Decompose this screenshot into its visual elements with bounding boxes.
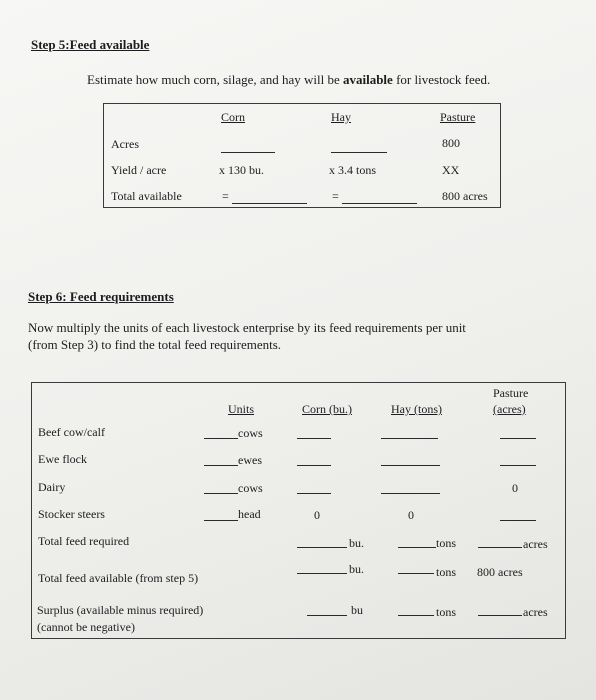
step5-intro: Estimate how much corn, silage, and hay will be available for livestock feed. [87, 72, 491, 87]
step5-label-yield: Yield / acre [111, 163, 167, 177]
surplus-hay-blank[interactable] [398, 615, 434, 616]
step6-row-unit: head [238, 507, 261, 521]
total-available-label: Total feed available (from step 5) [38, 571, 199, 585]
surplus-pasture-unit: acres [523, 605, 548, 619]
step5-hay-total-eq: = [332, 189, 339, 203]
step5-heading: Step 5:Feed available [31, 37, 150, 52]
surplus-pasture-blank[interactable] [478, 615, 522, 616]
step6-units-blank[interactable] [204, 438, 238, 439]
step5-label-acres: Acres [111, 137, 139, 151]
step5-hay-acres-blank[interactable] [331, 152, 387, 153]
step6-corn-value: 0 [314, 508, 320, 522]
step5-pasture-acres: 800 [442, 136, 460, 150]
step6-hay-value: 0 [408, 508, 414, 522]
total-required-label: Total feed required [38, 534, 130, 548]
step5-label-total: Total available [111, 189, 182, 203]
step5-pasture-total: 800 acres [442, 189, 488, 203]
step5-corn-total-eq: = [222, 189, 229, 203]
required-corn-unit: bu. [349, 536, 364, 550]
step6-header-pasture-2: (acres) [493, 402, 526, 416]
step6-units-blank[interactable] [204, 493, 238, 494]
step6-pasture-blank[interactable] [500, 438, 536, 439]
step6-header-units: Units [228, 402, 255, 416]
surplus-corn-unit: bu [351, 603, 363, 617]
surplus-hay-unit: tons [436, 605, 457, 619]
step5-header-hay: Hay [331, 110, 351, 124]
required-hay-blank[interactable] [398, 547, 436, 548]
step6-corn-blank[interactable] [297, 465, 331, 466]
step5-corn-acres-blank[interactable] [221, 152, 275, 153]
step6-row-label: Beef cow/calf [38, 425, 105, 439]
step5-corn-yield: x 130 bu. [219, 163, 264, 177]
step5-hay-total-blank[interactable] [342, 203, 417, 204]
step5-pasture-yield: XX [442, 163, 460, 177]
step6-pasture-value: 0 [512, 481, 518, 495]
surplus-label-line2: (cannot be negative) [37, 620, 135, 634]
step6-corn-blank[interactable] [297, 438, 331, 439]
step5-hay-yield: x 3.4 tons [329, 163, 377, 177]
available-corn-unit: bu. [349, 562, 364, 576]
step6-row-label: Stocker steers [38, 507, 105, 521]
step6-heading: Step 6: Feed requirements [28, 289, 174, 304]
step6-pasture-blank[interactable] [500, 465, 536, 466]
step6-row-unit: cows [238, 426, 263, 440]
step6-header-hay: Hay (tons) [391, 402, 442, 416]
available-corn-blank[interactable] [297, 573, 347, 574]
step6-hay-blank[interactable] [381, 465, 440, 466]
step6-units-blank[interactable] [204, 520, 238, 521]
step6-row-label: Ewe flock [38, 452, 87, 466]
step6-intro-line2: (from Step 3) to find the total feed requirements. [28, 337, 282, 352]
surplus-corn-blank[interactable] [307, 615, 347, 616]
required-pasture-blank[interactable] [478, 547, 522, 548]
step6-pasture-blank[interactable] [500, 520, 536, 521]
step6-table [31, 382, 566, 639]
required-corn-blank[interactable] [297, 547, 347, 548]
step6-header-corn: Corn (bu.) [302, 402, 352, 416]
available-hay-blank[interactable] [398, 573, 434, 574]
available-pasture-value: 800 acres [477, 565, 523, 579]
required-hay-unit: tons [436, 536, 457, 550]
step6-hay-blank[interactable] [381, 438, 438, 439]
step6-row-label: Dairy [38, 480, 66, 494]
step6-corn-blank[interactable] [297, 493, 331, 494]
surplus-label-line1: Surplus (available minus required) [37, 603, 204, 617]
step5-header-corn: Corn [221, 110, 245, 124]
available-hay-unit: tons [436, 565, 457, 579]
step5-header-pasture: Pasture [440, 110, 476, 124]
required-pasture-unit: acres [523, 537, 548, 551]
step6-units-blank[interactable] [204, 465, 238, 466]
step6-row-unit: ewes [238, 453, 262, 467]
step6-hay-blank[interactable] [381, 493, 440, 494]
step6-row-unit: cows [238, 481, 263, 495]
step6-intro-line1: Now multiply the units of each livestock enterprise by its feed requirements per unit [28, 320, 466, 335]
step6-header-pasture-1: Pasture [493, 386, 529, 400]
step5-corn-total-blank[interactable] [232, 203, 307, 204]
